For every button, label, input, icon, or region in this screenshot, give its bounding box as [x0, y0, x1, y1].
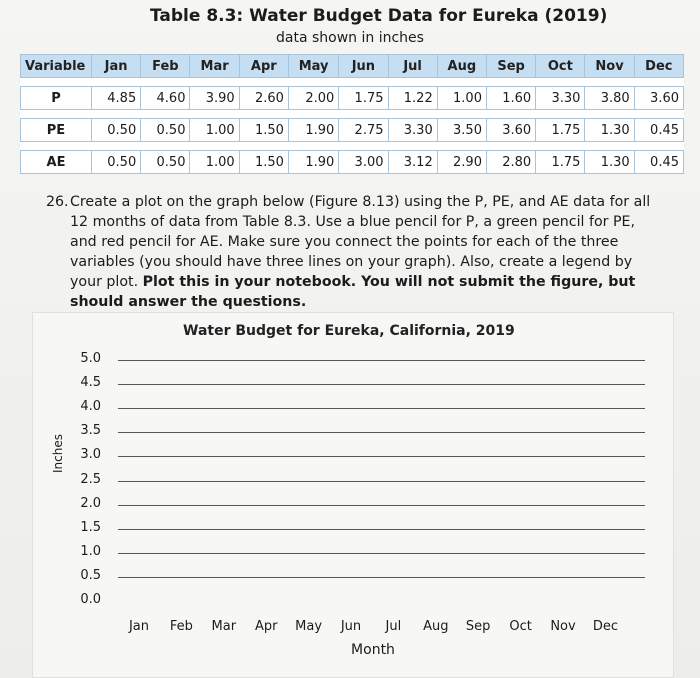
grid-line: [118, 360, 645, 361]
question-26: [46, 192, 666, 312]
table-cell: 3.60: [486, 119, 535, 142]
table-cell: 0.50: [141, 151, 190, 174]
y-tick-label: 5.0: [80, 351, 101, 366]
variable-label: P: [21, 87, 92, 110]
table-cell: 3.12: [388, 151, 437, 174]
x-tick-label-jan: Jan: [128, 619, 150, 634]
table-cell: 3.50: [437, 119, 486, 142]
x-tick-label-apr: Apr: [254, 619, 278, 634]
month-header-jul: Jul: [388, 55, 437, 78]
table-cell: 0.45: [634, 119, 683, 142]
month-header-apr: Apr: [239, 55, 288, 78]
month-header-nov: Nov: [585, 55, 634, 78]
x-tick-label-jul: Jul: [385, 619, 402, 634]
variable-header: Variable: [21, 55, 92, 78]
x-tick-label-aug: Aug: [423, 619, 449, 634]
y-axis-label: Inches: [51, 434, 65, 473]
chart-title: Water Budget for Eureka, California, 2019: [183, 323, 515, 339]
table-cell: 2.75: [339, 119, 388, 142]
table-cell: 3.30: [388, 119, 437, 142]
question-bold-instructions: Plot this in your notebook. You will not submit the figure, but should answer the questions.: [70, 274, 636, 310]
month-header-jun: Jun: [339, 55, 388, 78]
x-tick-label-dec: Dec: [592, 619, 618, 634]
month-header-mar: Mar: [190, 55, 239, 78]
table-row-ae: [21, 151, 684, 174]
y-tick-label: 0.0: [80, 592, 101, 607]
grid-line: [118, 408, 645, 409]
table-cell: 4.60: [141, 87, 190, 110]
table-cell: 1.60: [486, 87, 535, 110]
grid-line: [118, 505, 645, 506]
table-row-pe: [21, 119, 684, 142]
table-cell: 2.80: [486, 151, 535, 174]
water-budget-table: [20, 54, 684, 174]
variable-label: PE: [21, 119, 92, 142]
table-body: [21, 78, 684, 174]
y-tick-label: 1.0: [80, 543, 101, 559]
grid-line: [118, 481, 645, 482]
x-tick-label-sep: Sep: [465, 619, 491, 634]
row-spacer-cell: [21, 110, 684, 119]
table-cell: 1.50: [239, 151, 288, 174]
table-cell: 1.00: [190, 151, 239, 174]
table-header-row: [21, 55, 684, 78]
x-tick-label-oct: Oct: [509, 619, 532, 634]
grid-line: [118, 553, 645, 554]
table-cell: 1.50: [239, 119, 288, 142]
y-tick-label: 4.5: [80, 375, 101, 391]
x-tick-label-jun: Jun: [340, 619, 362, 634]
x-tick-label-feb: Feb: [169, 619, 193, 634]
table-cell: 1.22: [388, 87, 437, 110]
row-spacer: [21, 78, 684, 87]
table-cell: 0.50: [92, 119, 141, 142]
table-cell: 2.00: [288, 87, 338, 110]
table-cell: 4.85: [92, 87, 141, 110]
y-tick-label: 0.5: [80, 567, 101, 583]
y-tick-label: 2.5: [80, 471, 101, 487]
month-header-jan: Jan: [92, 55, 141, 78]
grid-line: [118, 456, 645, 457]
y-tick-label: 1.5: [80, 519, 101, 535]
y-tick-label: 3.0: [80, 447, 101, 463]
grid-line: [118, 384, 645, 385]
blank-graph-figure: [32, 312, 674, 678]
x-tick-label-mar: Mar: [211, 619, 237, 634]
month-header-feb: Feb: [141, 55, 190, 78]
table-title: Table 8.3: Water Budget Data for Eureka (2019): [150, 6, 608, 26]
month-header-aug: Aug: [437, 55, 486, 78]
table-cell: 0.50: [141, 119, 190, 142]
table-cell: 1.75: [536, 119, 585, 142]
x-tick-label-nov: Nov: [550, 619, 576, 634]
question-instructions: Create a plot on the graph below (Figure 8.13) using the P, PE, and AE data for all 12 months of data from Table 8.3. Use a blue pencil for P, a green pencil for PE, and red pencil for AE. Make sure you connect the points for each of the three variables (you should have three lines on your graph). Also, create a legend by your plot.: [70, 194, 651, 290]
table-cell: 2.90: [437, 151, 486, 174]
table-subtitle: data shown in inches: [276, 30, 424, 46]
table-cell: 0.45: [634, 151, 683, 174]
y-tick-label: 2.0: [80, 495, 101, 511]
table-cell: 1.30: [585, 151, 634, 174]
table-cell: 1.00: [437, 87, 486, 110]
month-header-sep: Sep: [486, 55, 535, 78]
grid-line: [118, 577, 645, 578]
table-cell: 3.60: [634, 87, 683, 110]
table-cell: 1.90: [288, 119, 338, 142]
table-cell: 1.90: [288, 151, 338, 174]
row-spacer: [21, 142, 684, 151]
grid-line: [118, 432, 645, 433]
table-cell: 0.50: [92, 151, 141, 174]
variable-label: AE: [21, 151, 92, 174]
table-cell: 3.90: [190, 87, 239, 110]
x-axis-label: Month: [351, 642, 395, 658]
table-cell: 1.75: [536, 151, 585, 174]
table-cell: 3.00: [339, 151, 388, 174]
y-tick-label: 3.5: [80, 423, 101, 439]
table-cell: 3.80: [585, 87, 634, 110]
table-cell: 1.00: [190, 119, 239, 142]
month-header-may: May: [288, 55, 338, 78]
row-spacer-cell: [21, 78, 684, 87]
table-row-p: [21, 87, 684, 110]
month-header-dec: Dec: [634, 55, 683, 78]
row-spacer: [21, 110, 684, 119]
x-tick-label-may: May: [295, 619, 323, 634]
question-number: 26.: [46, 194, 69, 210]
row-spacer-cell: [21, 142, 684, 151]
grid-line: [118, 529, 645, 530]
table-cell: 2.60: [239, 87, 288, 110]
table-cell: 3.30: [536, 87, 585, 110]
table-cell: 1.30: [585, 119, 634, 142]
question-text: [70, 192, 666, 312]
y-tick-label: 4.0: [80, 399, 101, 415]
table-cell: 1.75: [339, 87, 388, 110]
month-header-oct: Oct: [536, 55, 585, 78]
